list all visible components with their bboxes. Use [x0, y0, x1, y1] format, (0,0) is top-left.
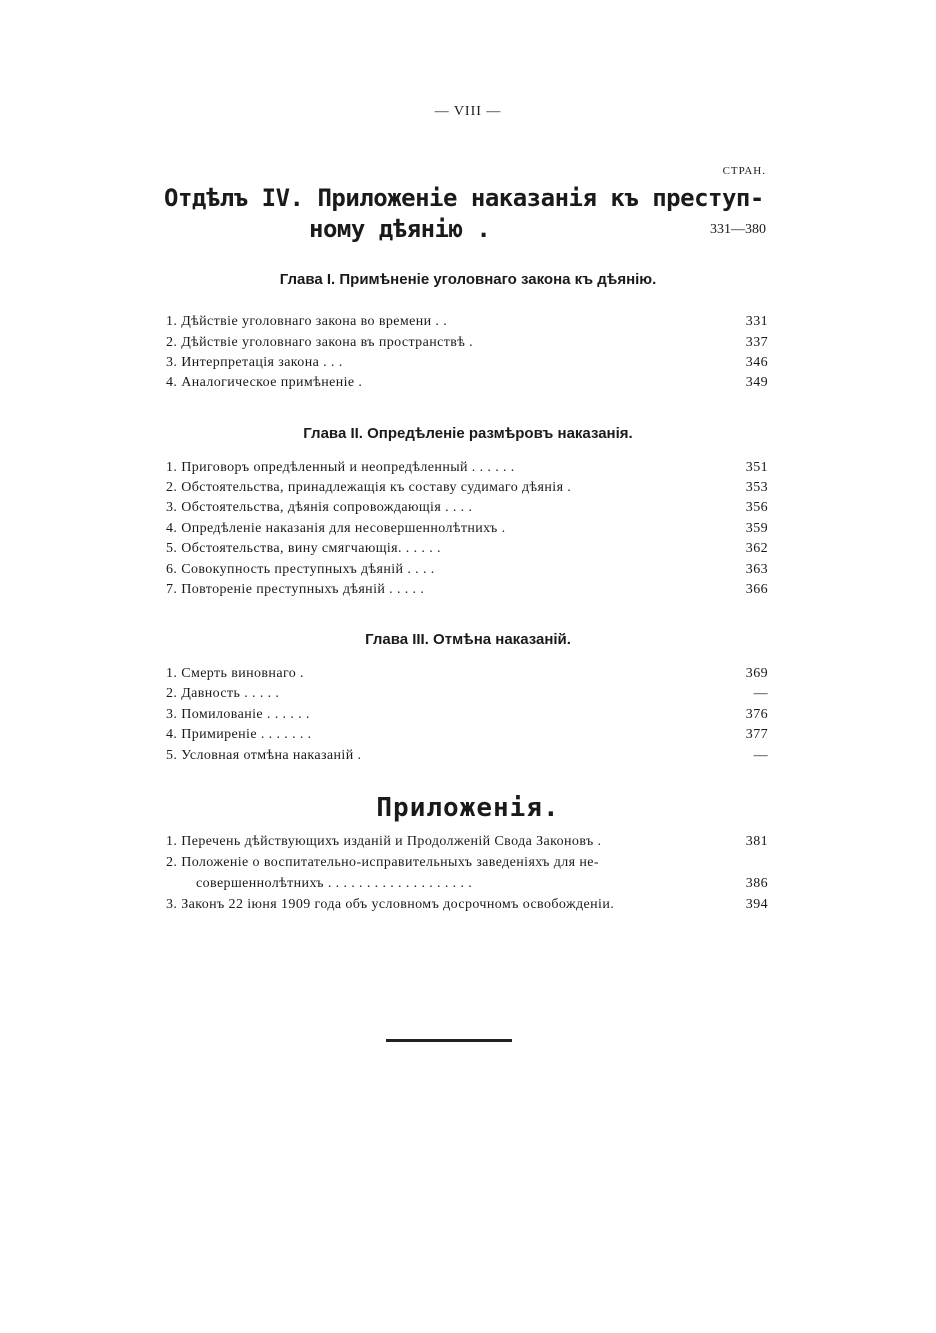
toc-entry-text: 3. Интерпретація закона . . . [166, 355, 343, 370]
toc-entry [166, 855, 768, 876]
toc-entry [166, 834, 768, 855]
toc-entry-page: 381 [745, 834, 768, 849]
end-rule [386, 1039, 512, 1042]
toc-entry-text: 5. Обстоятельства, вину смягчающія. . . . . . [166, 541, 441, 556]
toc-entry [166, 707, 768, 728]
toc-entry-page: 356 [745, 500, 768, 515]
toc-entry-page: 366 [745, 582, 768, 597]
toc-entry [196, 876, 768, 897]
toc-entry [166, 686, 768, 707]
section-title-line2: ному дѣянію . [309, 215, 491, 243]
page-column-header: СТРАН. [722, 165, 766, 177]
toc-entry-page: 386 [745, 876, 768, 891]
toc-entry-text: 5. Условная отмѣна наказаній . [166, 748, 362, 763]
toc-entry-page: 346 [745, 355, 768, 370]
toc-entry-text: 3. Законъ 22 іюня 1909 года объ условномъ досрочномъ освобожденіи. [166, 897, 615, 912]
toc-entry [166, 562, 768, 583]
toc-entry-text: 2. Дѣйствіе уголовнаго закона въ пространствѣ . [166, 335, 474, 350]
toc-entry-text: 7. Повтореніе преступныхъ дѣяній . . . . . [166, 582, 425, 597]
toc-entry-page: 377 [745, 727, 768, 742]
toc-entry-text: 3. Помилованіе . . . . . . [166, 707, 310, 722]
toc-entry-text: 4. Аналогическое примѣненіе . [166, 375, 363, 390]
toc-entry-text: 4. Опредѣленіе наказанія для несовершеннолѣтнихъ . [166, 521, 506, 536]
toc-entry [166, 541, 768, 562]
toc-entry [166, 897, 768, 918]
toc-entry [166, 375, 768, 396]
toc-entry-text: 2. Обстоятельства, принадлежащія къ составу судимаго дѣянія . [166, 480, 572, 495]
page-number: — VIII — [434, 104, 502, 119]
toc-entry-page: 359 [745, 521, 768, 536]
toc-entry-text: 4. Примиреніе . . . . . . . [166, 727, 312, 742]
chapter-2-title: Глава II. Опредѣленіе размѣровъ наказанія. [303, 425, 633, 442]
toc-entry-text: 1. Перечень дѣйствующихъ изданій и Продолженій Свода Законовъ . [166, 834, 602, 849]
chapter-1-title: Глава I. Примѣненіе уголовнаго закона къ дѣянію. [279, 271, 657, 288]
toc-entry-page: 331 [745, 314, 768, 329]
section-page-range: 331—380 [710, 222, 766, 237]
toc-entry [166, 335, 768, 356]
toc-entry [166, 521, 768, 542]
appendix-title: Приложенія. [376, 793, 560, 823]
toc-entry-page: 362 [745, 541, 768, 556]
toc-entry-page: — [753, 686, 768, 701]
chapter-3-title: Глава III. Отмѣна наказаній. [365, 631, 571, 648]
toc-entry-page: 363 [745, 562, 768, 577]
toc-entry-page: 394 [745, 897, 768, 912]
toc-entry [166, 748, 768, 769]
toc-entry [166, 500, 768, 521]
toc-entry [166, 460, 768, 481]
section-title-line1: Отдѣлъ IV. Приложеніе наказанія къ преступ- [164, 184, 764, 212]
toc-entry-text: 3. Обстоятельства, дѣянія сопровождающія . . . . [166, 500, 473, 515]
toc-entry-page: 376 [745, 707, 768, 722]
toc-entry [166, 480, 768, 501]
toc-entry [166, 727, 768, 748]
toc-entry [166, 355, 768, 376]
toc-entry-text: 1. Приговоръ опредѣленный и неопредѣленный . . . . . . [166, 460, 515, 475]
toc-entry-text: 6. Совокупность преступныхъ дѣяній . . . . [166, 562, 435, 577]
toc-entry-text: 2. Положеніе о воспитательно-исправительныхъ заведеніяхъ для не- [166, 855, 599, 870]
toc-entry [166, 666, 768, 687]
toc-entry-page: 349 [745, 375, 768, 390]
toc-entry-page: 351 [745, 460, 768, 475]
toc-entry [166, 582, 768, 603]
toc-entry-text: 2. Давность . . . . . [166, 686, 280, 701]
toc-entry-page: 337 [745, 335, 768, 350]
toc-entry-page: — [753, 748, 768, 763]
toc-entry-page: 353 [745, 480, 768, 495]
toc-entry-text: совершеннолѣтнихъ . . . . . . . . . . . . . . . . . . . [196, 876, 473, 891]
toc-entry-page: 369 [745, 666, 768, 681]
toc-entry-text: 1. Дѣйствіе уголовнаго закона во времени . . [166, 314, 448, 329]
toc-entry [166, 314, 768, 335]
toc-entry-text: 1. Смерть виновнаго . [166, 666, 304, 681]
